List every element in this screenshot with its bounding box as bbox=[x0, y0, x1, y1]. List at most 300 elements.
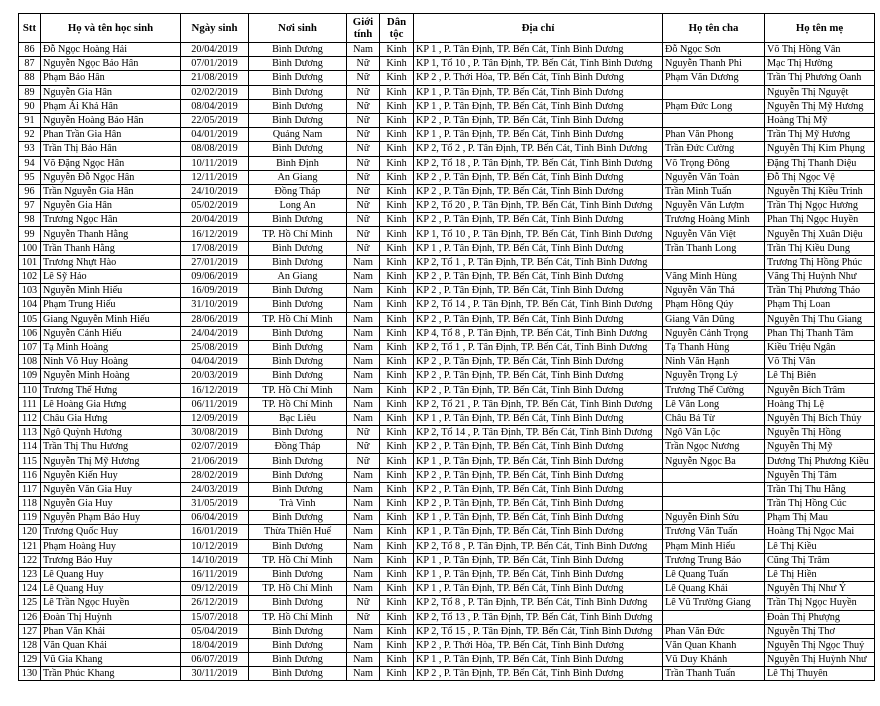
ethnicity-cell: Kinh bbox=[380, 170, 414, 184]
student-name-cell: Trần Thị Thu Hương bbox=[41, 440, 181, 454]
father-name-cell: Vãng Minh Hùng bbox=[663, 270, 765, 284]
address-cell: KP 1 , P. Tân Định, TP. Bến Cát, Tỉnh Bình Dương bbox=[414, 567, 663, 581]
mother-name-cell: Cũng Thị Trâm bbox=[765, 553, 875, 567]
father-name-cell: Võ Trọng Đông bbox=[663, 156, 765, 170]
table-row bbox=[19, 326, 875, 340]
gender-cell: Nữ bbox=[347, 128, 380, 142]
birth-date-cell: 30/08/2019 bbox=[181, 426, 249, 440]
father-name-cell: Trương Hoàng Minh bbox=[663, 213, 765, 227]
gender-cell: Nam bbox=[347, 539, 380, 553]
student-name-cell: Phan Văn Khải bbox=[41, 624, 181, 638]
stt-cell: 107 bbox=[19, 340, 41, 354]
table-row bbox=[19, 397, 875, 411]
father-name-cell: Nguyễn Cảnh Trọng bbox=[663, 326, 765, 340]
table-row bbox=[19, 213, 875, 227]
address-cell: KP 1 , P. Tân Định, TP. Bến Cát, Tỉnh Bình Dương bbox=[414, 454, 663, 468]
ethnicity-cell: Kinh bbox=[380, 624, 414, 638]
ethnicity-cell: Kinh bbox=[380, 270, 414, 284]
ethnicity-cell: Kinh bbox=[380, 667, 414, 681]
birth-date-cell: 04/01/2019 bbox=[181, 128, 249, 142]
address-cell: KP 2 , P. Tân Định, TP. Bến Cát, Tỉnh Bình Dương bbox=[414, 369, 663, 383]
ethnicity-cell: Kinh bbox=[380, 468, 414, 482]
birth-place-cell: Bình Dương bbox=[249, 340, 347, 354]
gender-cell: Nam bbox=[347, 270, 380, 284]
father-name-cell: Ngô Văn Lộc bbox=[663, 426, 765, 440]
mother-name-cell: Phạm Thị Mau bbox=[765, 511, 875, 525]
student-name-cell: Nguyễn Gia Hân bbox=[41, 199, 181, 213]
table-row bbox=[19, 184, 875, 198]
birth-place-cell: Bình Dương bbox=[249, 142, 347, 156]
birth-place-cell: Bình Dương bbox=[249, 284, 347, 298]
address-cell: KP 2 , P. Tân Định, TP. Bến Cát, Tỉnh Bình Dương bbox=[414, 497, 663, 511]
ethnicity-cell: Kinh bbox=[380, 539, 414, 553]
birth-place-cell: Bình Dương bbox=[249, 241, 347, 255]
stt-cell: 119 bbox=[19, 511, 41, 525]
address-cell: KP 2 , P. Tân Định, TP. Bến Cát, Tỉnh Bình Dương bbox=[414, 667, 663, 681]
stt-cell: 111 bbox=[19, 397, 41, 411]
stt-cell: 95 bbox=[19, 170, 41, 184]
stt-cell: 90 bbox=[19, 99, 41, 113]
student-name-cell: Trương Quốc Huy bbox=[41, 525, 181, 539]
father-name-cell: Nguyễn Văn Việt bbox=[663, 227, 765, 241]
table-body bbox=[19, 43, 875, 681]
ethnicity-cell: Kinh bbox=[380, 312, 414, 326]
birth-date-cell: 14/10/2019 bbox=[181, 553, 249, 567]
father-name-cell: Phan Văn Phong bbox=[663, 128, 765, 142]
mother-name-cell: Đỗ Thị Ngọc Vệ bbox=[765, 170, 875, 184]
address-cell: KP 1, Tổ 10 , P. Tân Định, TP. Bến Cát, Tỉnh Bình Dương bbox=[414, 57, 663, 71]
address-cell: KP 2, Tổ 2 , P. Tân Định, TP. Bến Cát, Tỉnh Bình Dương bbox=[414, 142, 663, 156]
father-name-cell: Phạm Văn Dương bbox=[663, 71, 765, 85]
birth-date-cell: 20/03/2019 bbox=[181, 369, 249, 383]
ethnicity-cell: Kinh bbox=[380, 355, 414, 369]
table-row bbox=[19, 113, 875, 127]
table-row bbox=[19, 340, 875, 354]
ethnicity-cell: Kinh bbox=[380, 284, 414, 298]
gender-cell: Nam bbox=[347, 553, 380, 567]
mother-name-cell: Hoàng Thị Mỹ bbox=[765, 113, 875, 127]
birth-place-cell: Bình Dương bbox=[249, 567, 347, 581]
mother-name-cell: Nguyễn Thị Hồng bbox=[765, 426, 875, 440]
address-cell: KP 2, Tổ 15 , P. Tân Định, TP. Bến Cát, Tỉnh Bình Dương bbox=[414, 624, 663, 638]
birth-date-cell: 08/04/2019 bbox=[181, 99, 249, 113]
birth-date-cell: 02/07/2019 bbox=[181, 440, 249, 454]
stt-cell: 104 bbox=[19, 298, 41, 312]
table-row bbox=[19, 71, 875, 85]
stt-cell: 129 bbox=[19, 653, 41, 667]
birth-place-cell: TP. Hồ Chí Minh bbox=[249, 227, 347, 241]
mother-name-cell: Võ Thị Vân bbox=[765, 355, 875, 369]
ethnicity-cell: Kinh bbox=[380, 369, 414, 383]
student-name-cell: Giang Nguyễn Minh Hiếu bbox=[41, 312, 181, 326]
father-name-cell bbox=[663, 255, 765, 269]
mother-name-cell: Võ Thị Hồng Vân bbox=[765, 43, 875, 57]
gender-cell: Nữ bbox=[347, 99, 380, 113]
mother-name-cell: Nguyễn Thị Kiều Trinh bbox=[765, 184, 875, 198]
father-name-cell: Nguyễn Trọng Lý bbox=[663, 369, 765, 383]
mother-name-cell: Nguyễn Thị Bích Thủy bbox=[765, 411, 875, 425]
address-cell: KP 2, Tổ 13 , P. Tân Định, TP. Bến Cát, Tỉnh Bình Dương bbox=[414, 610, 663, 624]
mother-name-cell: Trương Thị Hồng Phúc bbox=[765, 255, 875, 269]
birth-date-cell: 20/04/2019 bbox=[181, 213, 249, 227]
student-name-cell: Trương Bảo Huy bbox=[41, 553, 181, 567]
mother-name-cell: Vãng Thị Huỳnh Như bbox=[765, 270, 875, 284]
student-name-cell: Lê Trần Ngọc Huyền bbox=[41, 596, 181, 610]
student-name-cell: Đoàn Thị Huỳnh bbox=[41, 610, 181, 624]
ethnicity-cell: Kinh bbox=[380, 326, 414, 340]
ethnicity-cell: Kinh bbox=[380, 142, 414, 156]
gender-cell: Nữ bbox=[347, 113, 380, 127]
gender-cell: Nữ bbox=[347, 213, 380, 227]
ethnicity-cell: Kinh bbox=[380, 553, 414, 567]
mother-name-cell: Trần Thị Phương Oanh bbox=[765, 71, 875, 85]
birth-place-cell: Bình Dương bbox=[249, 667, 347, 681]
birth-date-cell: 24/10/2019 bbox=[181, 184, 249, 198]
table-row bbox=[19, 355, 875, 369]
mother-name-cell: Nguyễn Thị Nguyệt bbox=[765, 85, 875, 99]
birth-place-cell: Đồng Tháp bbox=[249, 184, 347, 198]
birth-date-cell: 21/08/2019 bbox=[181, 71, 249, 85]
address-cell: KP 1 , P. Tân Định, TP. Bến Cát, Tỉnh Bình Dương bbox=[414, 85, 663, 99]
ethnicity-cell: Kinh bbox=[380, 43, 414, 57]
birth-place-cell: Trà Vinh bbox=[249, 497, 347, 511]
birth-date-cell: 26/12/2019 bbox=[181, 596, 249, 610]
table-row bbox=[19, 199, 875, 213]
gender-cell: Nữ bbox=[347, 596, 380, 610]
birth-date-cell: 05/04/2019 bbox=[181, 624, 249, 638]
student-name-cell: Nguyễn Cảnh Hiếu bbox=[41, 326, 181, 340]
birth-place-cell: An Giang bbox=[249, 270, 347, 284]
birth-place-cell: Long An bbox=[249, 199, 347, 213]
stt-cell: 120 bbox=[19, 525, 41, 539]
gender-cell: Nam bbox=[347, 255, 380, 269]
father-name-cell: Châu Bá Từ bbox=[663, 411, 765, 425]
gender-cell: Nữ bbox=[347, 156, 380, 170]
birth-date-cell: 28/02/2019 bbox=[181, 468, 249, 482]
student-name-cell: Nguyễn Ngọc Bảo Hân bbox=[41, 57, 181, 71]
mother-name-cell: Lê Thị Hiền bbox=[765, 567, 875, 581]
birth-place-cell: Bình Dương bbox=[249, 113, 347, 127]
birth-date-cell: 30/11/2019 bbox=[181, 667, 249, 681]
stt-cell: 92 bbox=[19, 128, 41, 142]
table-row bbox=[19, 170, 875, 184]
gender-cell: Nam bbox=[347, 567, 380, 581]
address-cell: KP 2 , P. Tân Định, TP. Bến Cát, Tỉnh Bình Dương bbox=[414, 482, 663, 496]
gender-cell: Nữ bbox=[347, 440, 380, 454]
stt-cell: 108 bbox=[19, 355, 41, 369]
student-name-cell: Nguyễn Đỗ Ngọc Hân bbox=[41, 170, 181, 184]
ethnicity-cell: Kinh bbox=[380, 241, 414, 255]
father-name-cell: Lê Văn Long bbox=[663, 397, 765, 411]
stt-cell: 109 bbox=[19, 369, 41, 383]
father-name-cell: Lê Quang Khải bbox=[663, 582, 765, 596]
gender-cell: Nữ bbox=[347, 454, 380, 468]
student-name-cell: Ngô Quỳnh Hương bbox=[41, 426, 181, 440]
address-cell: KP 1 , P. Tân Định, TP. Bến Cát, Tỉnh Bình Dương bbox=[414, 128, 663, 142]
gender-cell: Nam bbox=[347, 482, 380, 496]
student-name-cell: Phạm Hoàng Huy bbox=[41, 539, 181, 553]
address-cell: KP 2, Tổ 8 , P. Tân Định, TP. Bến Cát, Tỉnh Bình Dương bbox=[414, 539, 663, 553]
address-cell: KP 2 , P. Tân Định, TP. Bến Cát, Tỉnh Bình Dương bbox=[414, 184, 663, 198]
mother-name-cell: Dương Thị Phương Kiều bbox=[765, 454, 875, 468]
father-name-cell bbox=[663, 482, 765, 496]
table-row bbox=[19, 241, 875, 255]
father-name-cell: Trương Văn Tuấn bbox=[663, 525, 765, 539]
mother-name-cell: Phan Thị Ngọc Huyền bbox=[765, 213, 875, 227]
ethnicity-cell: Kinh bbox=[380, 298, 414, 312]
birth-place-cell: Bình Dương bbox=[249, 355, 347, 369]
student-name-cell: Phạm Bảo Hân bbox=[41, 71, 181, 85]
birth-place-cell: TP. Hồ Chí Minh bbox=[249, 610, 347, 624]
table-row bbox=[19, 411, 875, 425]
ethnicity-cell: Kinh bbox=[380, 596, 414, 610]
ethnicity-cell: Kinh bbox=[380, 156, 414, 170]
gender-cell: Nam bbox=[347, 497, 380, 511]
ethnicity-cell: Kinh bbox=[380, 85, 414, 99]
table-row bbox=[19, 468, 875, 482]
ethnicity-cell: Kinh bbox=[380, 57, 414, 71]
ethnicity-cell: Kinh bbox=[380, 525, 414, 539]
table-row bbox=[19, 85, 875, 99]
birth-date-cell: 05/02/2019 bbox=[181, 199, 249, 213]
address-cell: KP 1 , P. Tân Định, TP. Bến Cát, Tỉnh Bình Dương bbox=[414, 43, 663, 57]
birth-place-cell: TP. Hồ Chí Minh bbox=[249, 312, 347, 326]
address-cell: KP 2 , P. Tân Định, TP. Bến Cát, Tỉnh Bình Dương bbox=[414, 284, 663, 298]
mother-name-cell: Nguyễn Thị Kim Phụng bbox=[765, 142, 875, 156]
table-row bbox=[19, 539, 875, 553]
birth-date-cell: 06/11/2019 bbox=[181, 397, 249, 411]
address-cell: KP 1, Tổ 10 , P. Tân Định, TP. Bến Cát, Tỉnh Bình Dương bbox=[414, 227, 663, 241]
mother-name-cell: Lê Thị Thuyên bbox=[765, 667, 875, 681]
student-name-cell: Nguyễn Minh Hoàng bbox=[41, 369, 181, 383]
table-row bbox=[19, 383, 875, 397]
header-father-name: Họ tên cha bbox=[663, 14, 765, 43]
header-mother-name: Họ tên mẹ bbox=[765, 14, 875, 43]
table-row bbox=[19, 582, 875, 596]
father-name-cell: Phạm Hồng Qúy bbox=[663, 298, 765, 312]
student-name-cell: Lê Quang Huy bbox=[41, 567, 181, 581]
father-name-cell bbox=[663, 610, 765, 624]
gender-cell: Nữ bbox=[347, 184, 380, 198]
stt-cell: 87 bbox=[19, 57, 41, 71]
father-name-cell: Lê Quang Tuấn bbox=[663, 567, 765, 581]
address-cell: KP 2 , P. Tân Định, TP. Bến Cát, Tỉnh Bình Dương bbox=[414, 213, 663, 227]
birth-date-cell: 22/05/2019 bbox=[181, 113, 249, 127]
mother-name-cell: Nguyễn Thị Thơ bbox=[765, 624, 875, 638]
table-row bbox=[19, 440, 875, 454]
mother-name-cell: Mạc Thị Hường bbox=[765, 57, 875, 71]
birth-place-cell: Bình Dương bbox=[249, 298, 347, 312]
mother-name-cell: Trần Thị Ngọc Huyền bbox=[765, 596, 875, 610]
birth-date-cell: 06/04/2019 bbox=[181, 511, 249, 525]
father-name-cell bbox=[663, 85, 765, 99]
stt-cell: 94 bbox=[19, 156, 41, 170]
table-row bbox=[19, 553, 875, 567]
birth-place-cell: Bình Dương bbox=[249, 454, 347, 468]
student-name-cell: Trương Thế Hưng bbox=[41, 383, 181, 397]
address-cell: KP 2, Tổ 20 , P. Tân Định, TP. Bến Cát, Tỉnh Bình Dương bbox=[414, 199, 663, 213]
student-name-cell: Lê Hoàng Gia Hưng bbox=[41, 397, 181, 411]
birth-date-cell: 17/08/2019 bbox=[181, 241, 249, 255]
stt-cell: 86 bbox=[19, 43, 41, 57]
ethnicity-cell: Kinh bbox=[380, 340, 414, 354]
table-row bbox=[19, 99, 875, 113]
stt-cell: 130 bbox=[19, 667, 41, 681]
birth-date-cell: 10/11/2019 bbox=[181, 156, 249, 170]
father-name-cell: Trần Thanh Tuấn bbox=[663, 667, 765, 681]
stt-cell: 125 bbox=[19, 596, 41, 610]
birth-place-cell: Thừa Thiên Huế bbox=[249, 525, 347, 539]
father-name-cell: Nguyễn Thanh Phi bbox=[663, 57, 765, 71]
stt-cell: 105 bbox=[19, 312, 41, 326]
ethnicity-cell: Kinh bbox=[380, 567, 414, 581]
ethnicity-cell: Kinh bbox=[380, 227, 414, 241]
student-name-cell: Nguyễn Phạm Bảo Huy bbox=[41, 511, 181, 525]
ethnicity-cell: Kinh bbox=[380, 426, 414, 440]
birth-place-cell: Bình Dương bbox=[249, 326, 347, 340]
stt-cell: 97 bbox=[19, 199, 41, 213]
gender-cell: Nữ bbox=[347, 170, 380, 184]
birth-place-cell: Bình Dương bbox=[249, 482, 347, 496]
gender-cell: Nữ bbox=[347, 57, 380, 71]
student-name-cell: Ninh Võ Huy Hoàng bbox=[41, 355, 181, 369]
table-row bbox=[19, 454, 875, 468]
address-cell: KP 2, Tổ 1 , P. Tân Định, TP. Bến Cát, Tỉnh Bình Dương bbox=[414, 255, 663, 269]
address-cell: KP 2, Tổ 21 , P. Tân Định, TP. Bến Cát, Tỉnh Bình Dương bbox=[414, 397, 663, 411]
table-row bbox=[19, 369, 875, 383]
gender-cell: Nam bbox=[347, 340, 380, 354]
stt-cell: 91 bbox=[19, 113, 41, 127]
gender-cell: Nam bbox=[347, 638, 380, 652]
table-row bbox=[19, 43, 875, 57]
table-row bbox=[19, 511, 875, 525]
father-name-cell: Trần Thanh Long bbox=[663, 241, 765, 255]
gender-cell: Nam bbox=[347, 397, 380, 411]
stt-cell: 98 bbox=[19, 213, 41, 227]
student-name-cell: Nguyễn Gia Huy bbox=[41, 497, 181, 511]
father-name-cell: Trần Ngọc Nương bbox=[663, 440, 765, 454]
student-name-cell: Nguyễn Minh Hiếu bbox=[41, 284, 181, 298]
father-name-cell: Nguyễn Văn Toàn bbox=[663, 170, 765, 184]
birth-place-cell: Bình Dương bbox=[249, 511, 347, 525]
address-cell: KP 2, Tổ 1 , P. Tân Định, TP. Bến Cát, Tỉnh Bình Dương bbox=[414, 340, 663, 354]
stt-cell: 93 bbox=[19, 142, 41, 156]
gender-cell: Nam bbox=[347, 369, 380, 383]
address-cell: KP 1 , P. Tân Định, TP. Bến Cát, Tỉnh Bình Dương bbox=[414, 241, 663, 255]
address-cell: KP 2, Tổ 14 , P. Tân Định, TP. Bến Cát, Tỉnh Bình Dương bbox=[414, 426, 663, 440]
birth-date-cell: 10/12/2019 bbox=[181, 539, 249, 553]
header-birth-place: Nơi sinh bbox=[249, 14, 347, 43]
address-cell: KP 2 , P. Tân Định, TP. Bến Cát, Tỉnh Bình Dương bbox=[414, 270, 663, 284]
table-row bbox=[19, 624, 875, 638]
address-cell: KP 1 , P. Tân Định, TP. Bến Cát, Tỉnh Bình Dương bbox=[414, 653, 663, 667]
student-name-cell: Trần Nguyễn Gia Hân bbox=[41, 184, 181, 198]
table-row bbox=[19, 128, 875, 142]
table-row bbox=[19, 298, 875, 312]
stt-cell: 101 bbox=[19, 255, 41, 269]
address-cell: KP 1 , P. Tân Định, TP. Bến Cát, Tỉnh Bình Dương bbox=[414, 582, 663, 596]
gender-cell: Nam bbox=[347, 383, 380, 397]
stt-cell: 126 bbox=[19, 610, 41, 624]
birth-date-cell: 16/01/2019 bbox=[181, 525, 249, 539]
ethnicity-cell: Kinh bbox=[380, 610, 414, 624]
father-name-cell: Đỗ Ngọc Sơn bbox=[663, 43, 765, 57]
mother-name-cell: Nguyễn Thị Thu Giang bbox=[765, 312, 875, 326]
ethnicity-cell: Kinh bbox=[380, 582, 414, 596]
birth-date-cell: 27/01/2019 bbox=[181, 255, 249, 269]
father-name-cell bbox=[663, 113, 765, 127]
birth-date-cell: 15/07/2018 bbox=[181, 610, 249, 624]
birth-place-cell: Bình Dương bbox=[249, 369, 347, 383]
address-cell: KP 2, Tổ 18 , P. Tân Định, TP. Bến Cát, Tỉnh Bình Dương bbox=[414, 156, 663, 170]
gender-cell: Nam bbox=[347, 284, 380, 298]
birth-place-cell: Quảng Nam bbox=[249, 128, 347, 142]
address-cell: KP 2 , P. Thới Hòa, TP. Bến Cát, Tỉnh Bình Dương bbox=[414, 71, 663, 85]
table-row bbox=[19, 482, 875, 496]
mother-name-cell: Nguyễn Thị Tâm bbox=[765, 468, 875, 482]
stt-cell: 88 bbox=[19, 71, 41, 85]
student-name-cell: Trương Nhựt Hào bbox=[41, 255, 181, 269]
birth-date-cell: 04/04/2019 bbox=[181, 355, 249, 369]
student-name-cell: Nguyễn Gia Hân bbox=[41, 85, 181, 99]
gender-cell: Nữ bbox=[347, 71, 380, 85]
gender-cell: Nữ bbox=[347, 142, 380, 156]
father-name-cell: Lê Vũ Trường Giang bbox=[663, 596, 765, 610]
father-name-cell: Nguyễn Đình Sửu bbox=[663, 511, 765, 525]
stt-cell: 117 bbox=[19, 482, 41, 496]
birth-place-cell: Bình Dương bbox=[249, 596, 347, 610]
stt-cell: 122 bbox=[19, 553, 41, 567]
address-cell: KP 4, Tổ 8 , P. Tân Định, TP. Bến Cát, Tỉnh Bình Dương bbox=[414, 326, 663, 340]
student-name-cell: Nguyễn Kiến Huy bbox=[41, 468, 181, 482]
student-name-cell: Văn Quan Khải bbox=[41, 638, 181, 652]
birth-place-cell: Bình Dương bbox=[249, 653, 347, 667]
stt-cell: 112 bbox=[19, 411, 41, 425]
mother-name-cell: Kiều Triệu Ngân bbox=[765, 340, 875, 354]
birth-date-cell: 31/10/2019 bbox=[181, 298, 249, 312]
birth-date-cell: 21/06/2019 bbox=[181, 454, 249, 468]
gender-cell: Nam bbox=[347, 511, 380, 525]
birth-date-cell: 24/04/2019 bbox=[181, 326, 249, 340]
table-row bbox=[19, 284, 875, 298]
stt-cell: 123 bbox=[19, 567, 41, 581]
address-cell: KP 2 , P. Tân Định, TP. Bến Cát, Tỉnh Bình Dương bbox=[414, 468, 663, 482]
address-cell: KP 2 , P. Tân Định, TP. Bến Cát, Tỉnh Bình Dương bbox=[414, 355, 663, 369]
gender-cell: Nam bbox=[347, 653, 380, 667]
birth-place-cell: Bình Dương bbox=[249, 43, 347, 57]
birth-date-cell: 16/09/2019 bbox=[181, 284, 249, 298]
birth-place-cell: Bình Dương bbox=[249, 426, 347, 440]
address-cell: KP 2 , P. Tân Định, TP. Bến Cát, Tỉnh Bình Dương bbox=[414, 170, 663, 184]
student-name-cell: Nguyễn Thị Mỹ Hương bbox=[41, 454, 181, 468]
stt-cell: 115 bbox=[19, 454, 41, 468]
father-name-cell bbox=[663, 468, 765, 482]
birth-date-cell: 18/04/2019 bbox=[181, 638, 249, 652]
ethnicity-cell: Kinh bbox=[380, 113, 414, 127]
gender-cell: Nam bbox=[347, 43, 380, 57]
table-row bbox=[19, 667, 875, 681]
student-table bbox=[18, 13, 875, 681]
mother-name-cell: Hoàng Thị Ngọc Mai bbox=[765, 525, 875, 539]
student-name-cell: Trần Thị Bảo Hân bbox=[41, 142, 181, 156]
stt-cell: 106 bbox=[19, 326, 41, 340]
address-cell: KP 1 , P. Tân Định, TP. Bến Cát, Tỉnh Bình Dương bbox=[414, 511, 663, 525]
birth-date-cell: 31/05/2019 bbox=[181, 497, 249, 511]
address-cell: KP 2 , P. Tân Định, TP. Bến Cát, Tỉnh Bình Dương bbox=[414, 312, 663, 326]
birth-place-cell: Bình Dương bbox=[249, 539, 347, 553]
gender-cell: Nam bbox=[347, 411, 380, 425]
header-student-name: Họ và tên học sinh bbox=[41, 14, 181, 43]
